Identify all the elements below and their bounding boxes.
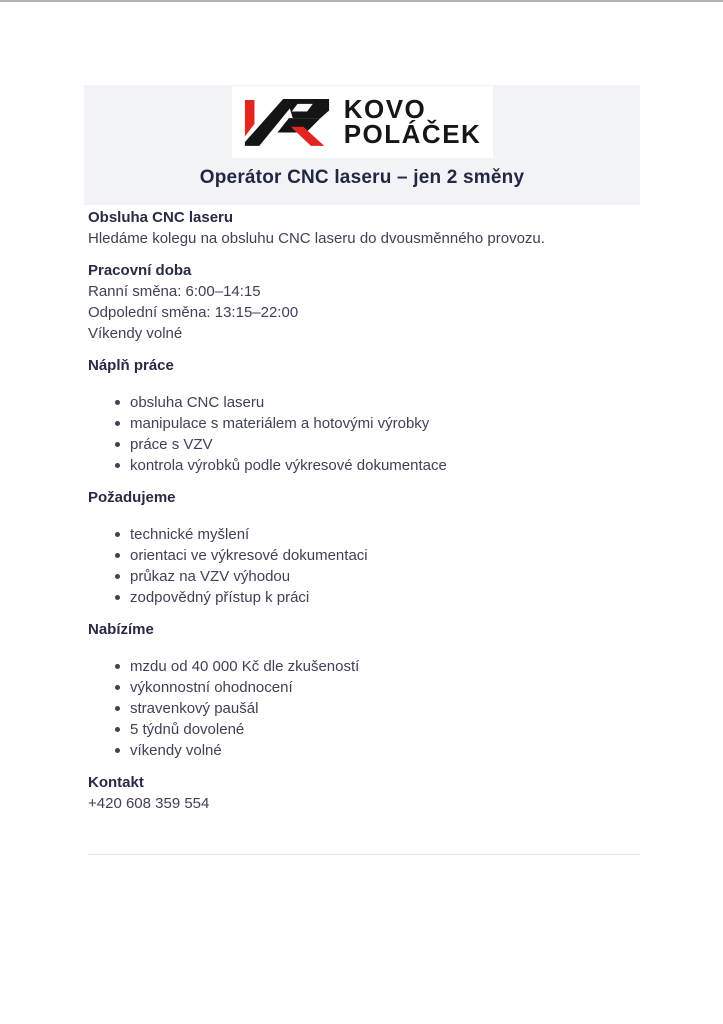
list-item: kontrola výrobků podle výkresové dokumentace xyxy=(130,455,640,476)
logo-text-line2: POLÁČEK xyxy=(343,119,482,149)
section-heading-obsluha: Obsluha CNC laseru xyxy=(88,209,234,226)
nabizime-list xyxy=(88,656,640,761)
list-item: průkaz na VZV výhodou xyxy=(130,566,640,587)
list-item: mzdu od 40 000 Kč dle zkušeností xyxy=(130,656,640,677)
list-item: víkendy volné xyxy=(130,740,640,761)
logo-text-line1: KOVO xyxy=(343,94,427,124)
document-body xyxy=(84,207,640,855)
section-heading-pozadujeme: Požadujeme xyxy=(88,489,176,506)
pozadujeme-list xyxy=(88,524,640,608)
divider xyxy=(88,854,640,855)
text-line: Víkendy volné xyxy=(88,325,183,342)
header-band xyxy=(84,85,640,205)
job-title: Operátor CNC laseru – jen 2 směny xyxy=(199,167,525,188)
phone-number: +420 608 359 554 xyxy=(88,795,210,812)
list-item: výkonnostní ohodnocení xyxy=(130,677,640,698)
text-line: Odpolední směna: 13:15–22:00 xyxy=(88,304,299,321)
list-item: zodpovědný přístup k práci xyxy=(130,587,640,608)
logo-wordmark xyxy=(343,94,482,149)
list-item: manipulace s materiálem a hotovými výrobky xyxy=(130,413,640,434)
list-item: orientaci ve výkresové dokumentaci xyxy=(130,545,640,566)
section-heading-pracovni-doba: Pracovní doba xyxy=(88,262,192,279)
napln-prace-list xyxy=(88,392,640,476)
section-heading-napln-prace: Náplň práce xyxy=(88,357,174,374)
section-heading-nabizime: Nabízíme xyxy=(88,621,154,638)
list-item: obsluha CNC laseru xyxy=(130,392,640,413)
text-line: Hledáme kolegu na obsluhu CNC laseru do dvousměnného provozu. xyxy=(88,230,545,247)
list-item: technické myšlení xyxy=(130,524,640,545)
logo-mark-icon xyxy=(243,97,331,147)
text-line: Ranní směna: 6:00–14:15 xyxy=(88,283,261,300)
list-item: 5 týdnů dovolené xyxy=(130,719,640,740)
section-heading-kontakt: Kontakt xyxy=(88,774,144,791)
list-item: stravenkový paušál xyxy=(130,698,640,719)
list-item: práce s VZV xyxy=(130,434,640,455)
job-posting-document xyxy=(84,85,640,863)
company-logo xyxy=(232,86,493,158)
